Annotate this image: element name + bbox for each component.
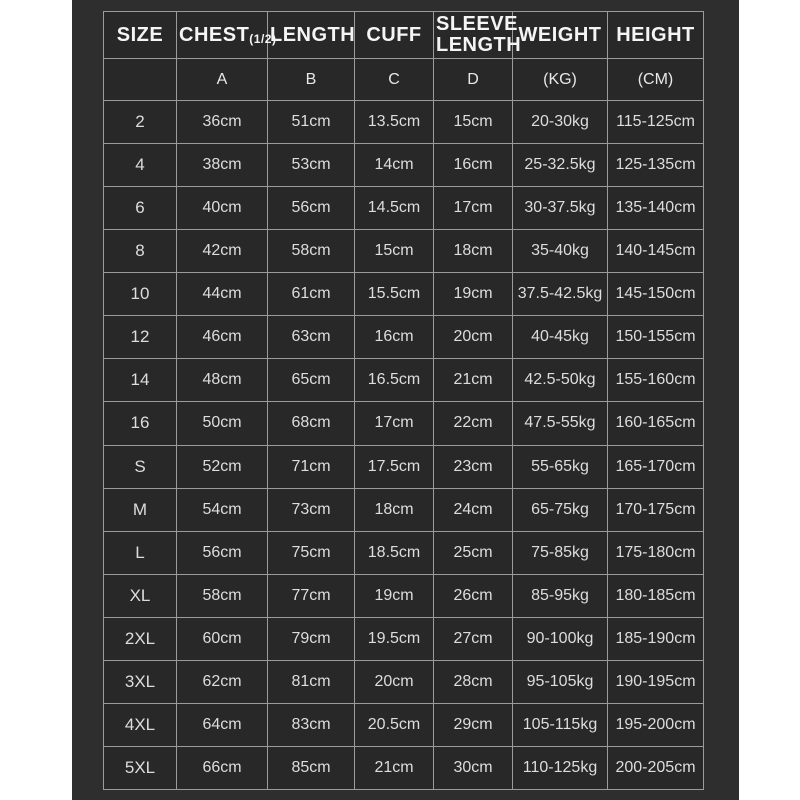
cell-length-3xl: 81cm <box>268 660 355 703</box>
column-header-length <box>268 12 355 59</box>
cell-length-xl: 77cm <box>268 574 355 617</box>
column-header-label: SLEEVE LENGTH <box>436 13 522 56</box>
cell-weight-xl: 85-95kg <box>513 574 608 617</box>
column-header-label: WEIGHT <box>518 23 602 46</box>
letter-code-d: D <box>434 59 513 101</box>
table-body <box>104 101 704 790</box>
cell-sleeve-length-6: 17cm <box>434 187 513 230</box>
column-header-label: LENGTH <box>270 23 356 46</box>
cell-cuff-12: 16cm <box>355 316 434 359</box>
cell-length-m: 73cm <box>268 488 355 531</box>
cell-weight-3xl: 95-105kg <box>513 660 608 703</box>
cell-sleeve-length-s: 23cm <box>434 445 513 488</box>
cell-weight-m: 65-75kg <box>513 488 608 531</box>
cell-size-m: M <box>104 488 177 531</box>
cell-weight-12: 40-45kg <box>513 316 608 359</box>
cell-chest-3xl: 62cm <box>177 660 268 703</box>
cell-chest-8: 42cm <box>177 230 268 273</box>
column-header-sleeve-length <box>434 12 522 59</box>
cell-chest-12: 46cm <box>177 316 268 359</box>
cell-length-2: 51cm <box>268 101 355 144</box>
column-header-height <box>608 12 704 59</box>
table-row-size-12 <box>104 316 704 359</box>
cell-cuff-2: 13.5cm <box>355 101 434 144</box>
letter-code-cm: (CM) <box>608 59 704 101</box>
cell-weight-8: 35-40kg <box>513 230 608 273</box>
cell-sleeve-length-2: 15cm <box>434 101 513 144</box>
cell-chest-xl: 58cm <box>177 574 268 617</box>
cell-weight-14: 42.5-50kg <box>513 359 608 402</box>
cell-chest-s: 52cm <box>177 445 268 488</box>
table-row-size-6 <box>104 187 704 230</box>
cell-cuff-l: 18.5cm <box>355 531 434 574</box>
cell-cuff-xl: 19cm <box>355 574 434 617</box>
cell-weight-2: 20-30kg <box>513 101 608 144</box>
cell-sleeve-length-l: 25cm <box>434 531 513 574</box>
cell-length-16: 68cm <box>268 402 355 445</box>
cell-chest-m: 54cm <box>177 488 268 531</box>
cell-cuff-5xl: 21cm <box>355 746 434 789</box>
cell-sleeve-length-12: 20cm <box>434 316 513 359</box>
cell-height-2xl: 185-190cm <box>608 617 704 660</box>
cell-sleeve-length-4xl: 29cm <box>434 703 513 746</box>
cell-length-8: 58cm <box>268 230 355 273</box>
column-header-label: SIZE <box>116 23 164 46</box>
cell-sleeve-length-14: 21cm <box>434 359 513 402</box>
table-row-size-m <box>104 488 704 531</box>
cell-size-5xl: 5XL <box>104 746 177 789</box>
cell-size-4xl: 4XL <box>104 703 177 746</box>
table-row-size-3xl <box>104 660 704 703</box>
letter-code-row <box>104 59 704 101</box>
cell-height-2: 115-125cm <box>608 101 704 144</box>
cell-length-6: 56cm <box>268 187 355 230</box>
cell-sleeve-length-4: 16cm <box>434 144 513 187</box>
cell-size-8: 8 <box>104 230 177 273</box>
letter-code-c: C <box>355 59 434 101</box>
cell-weight-s: 55-65kg <box>513 445 608 488</box>
table-row-size-16 <box>104 402 704 445</box>
column-header-label: CUFF <box>366 23 422 46</box>
cell-size-xl: XL <box>104 574 177 617</box>
cell-size-6: 6 <box>104 187 177 230</box>
cell-height-16: 160-165cm <box>608 402 704 445</box>
cell-length-l: 75cm <box>268 531 355 574</box>
cell-sleeve-length-2xl: 27cm <box>434 617 513 660</box>
cell-chest-10: 44cm <box>177 273 268 316</box>
cell-cuff-2xl: 19.5cm <box>355 617 434 660</box>
cell-chest-2: 36cm <box>177 101 268 144</box>
cell-weight-16: 47.5-55kg <box>513 402 608 445</box>
table-row-size-s <box>104 445 704 488</box>
table-row-size-4 <box>104 144 704 187</box>
cell-size-4: 4 <box>104 144 177 187</box>
cell-height-3xl: 190-195cm <box>608 660 704 703</box>
cell-height-4: 125-135cm <box>608 144 704 187</box>
cell-chest-6: 40cm <box>177 187 268 230</box>
cell-sleeve-length-10: 19cm <box>434 273 513 316</box>
letter-code-b: B <box>268 59 355 101</box>
cell-sleeve-length-xl: 26cm <box>434 574 513 617</box>
table-row-size-10 <box>104 273 704 316</box>
cell-size-2xl: 2XL <box>104 617 177 660</box>
column-header-size <box>104 12 177 59</box>
cell-length-4: 53cm <box>268 144 355 187</box>
cell-chest-2xl: 60cm <box>177 617 268 660</box>
column-header-label: HEIGHT <box>616 23 695 46</box>
cell-height-m: 170-175cm <box>608 488 704 531</box>
cell-size-12: 12 <box>104 316 177 359</box>
cell-length-4xl: 83cm <box>268 703 355 746</box>
cell-chest-16: 50cm <box>177 402 268 445</box>
cell-length-10: 61cm <box>268 273 355 316</box>
cell-size-2: 2 <box>104 101 177 144</box>
cell-height-14: 155-160cm <box>608 359 704 402</box>
table-row-size-4xl <box>104 703 704 746</box>
cell-cuff-s: 17.5cm <box>355 445 434 488</box>
cell-height-6: 135-140cm <box>608 187 704 230</box>
letter-code-blank <box>104 59 177 101</box>
column-header-row <box>104 12 704 59</box>
table-row-size-2xl <box>104 617 704 660</box>
cell-length-14: 65cm <box>268 359 355 402</box>
cell-cuff-6: 14.5cm <box>355 187 434 230</box>
cell-length-5xl: 85cm <box>268 746 355 789</box>
table-row-size-2 <box>104 101 704 144</box>
column-header-label: CHEST <box>179 23 250 46</box>
table-row-size-5xl <box>104 746 704 789</box>
cell-cuff-3xl: 20cm <box>355 660 434 703</box>
cell-height-12: 150-155cm <box>608 316 704 359</box>
table-row-size-8 <box>104 230 704 273</box>
cell-chest-l: 56cm <box>177 531 268 574</box>
cell-length-2xl: 79cm <box>268 617 355 660</box>
cell-weight-2xl: 90-100kg <box>513 617 608 660</box>
cell-chest-4xl: 64cm <box>177 703 268 746</box>
cell-chest-4: 38cm <box>177 144 268 187</box>
table-header <box>104 12 704 101</box>
cell-weight-l: 75-85kg <box>513 531 608 574</box>
cell-size-14: 14 <box>104 359 177 402</box>
cell-cuff-4: 14cm <box>355 144 434 187</box>
cell-height-xl: 180-185cm <box>608 574 704 617</box>
cell-size-l: L <box>104 531 177 574</box>
column-header-chest <box>177 12 277 59</box>
cell-weight-10: 37.5-42.5kg <box>513 273 608 316</box>
cell-weight-6: 30-37.5kg <box>513 187 608 230</box>
cell-height-l: 175-180cm <box>608 531 704 574</box>
cell-size-10: 10 <box>104 273 177 316</box>
cell-size-16: 16 <box>104 402 177 445</box>
column-header-weight <box>513 12 608 59</box>
cell-sleeve-length-16: 22cm <box>434 402 513 445</box>
table-row-size-xl <box>104 574 704 617</box>
dark-panel <box>72 0 739 800</box>
cell-height-10: 145-150cm <box>608 273 704 316</box>
cell-chest-14: 48cm <box>177 359 268 402</box>
table-row-size-l <box>104 531 704 574</box>
cell-cuff-8: 15cm <box>355 230 434 273</box>
column-header-subscript: (1/2) <box>249 31 277 46</box>
cell-length-12: 63cm <box>268 316 355 359</box>
cell-weight-5xl: 110-125kg <box>513 746 608 789</box>
cell-weight-4xl: 105-115kg <box>513 703 608 746</box>
cell-cuff-m: 18cm <box>355 488 434 531</box>
cell-size-s: S <box>104 445 177 488</box>
cell-height-4xl: 195-200cm <box>608 703 704 746</box>
cell-sleeve-length-8: 18cm <box>434 230 513 273</box>
table-row-size-14 <box>104 359 704 402</box>
cell-sleeve-length-m: 24cm <box>434 488 513 531</box>
letter-code-kg: (KG) <box>513 59 608 101</box>
cell-sleeve-length-3xl: 28cm <box>434 660 513 703</box>
cell-height-8: 140-145cm <box>608 230 704 273</box>
cell-height-5xl: 200-205cm <box>608 746 704 789</box>
column-header-cuff <box>355 12 434 59</box>
cell-size-3xl: 3XL <box>104 660 177 703</box>
cell-weight-4: 25-32.5kg <box>513 144 608 187</box>
cell-cuff-14: 16.5cm <box>355 359 434 402</box>
cell-cuff-10: 15.5cm <box>355 273 434 316</box>
size-table <box>103 11 704 790</box>
cell-cuff-4xl: 20.5cm <box>355 703 434 746</box>
cell-cuff-16: 17cm <box>355 402 434 445</box>
letter-code-a: A <box>177 59 268 101</box>
cell-sleeve-length-5xl: 30cm <box>434 746 513 789</box>
cell-height-s: 165-170cm <box>608 445 704 488</box>
cell-chest-5xl: 66cm <box>177 746 268 789</box>
cell-length-s: 71cm <box>268 445 355 488</box>
